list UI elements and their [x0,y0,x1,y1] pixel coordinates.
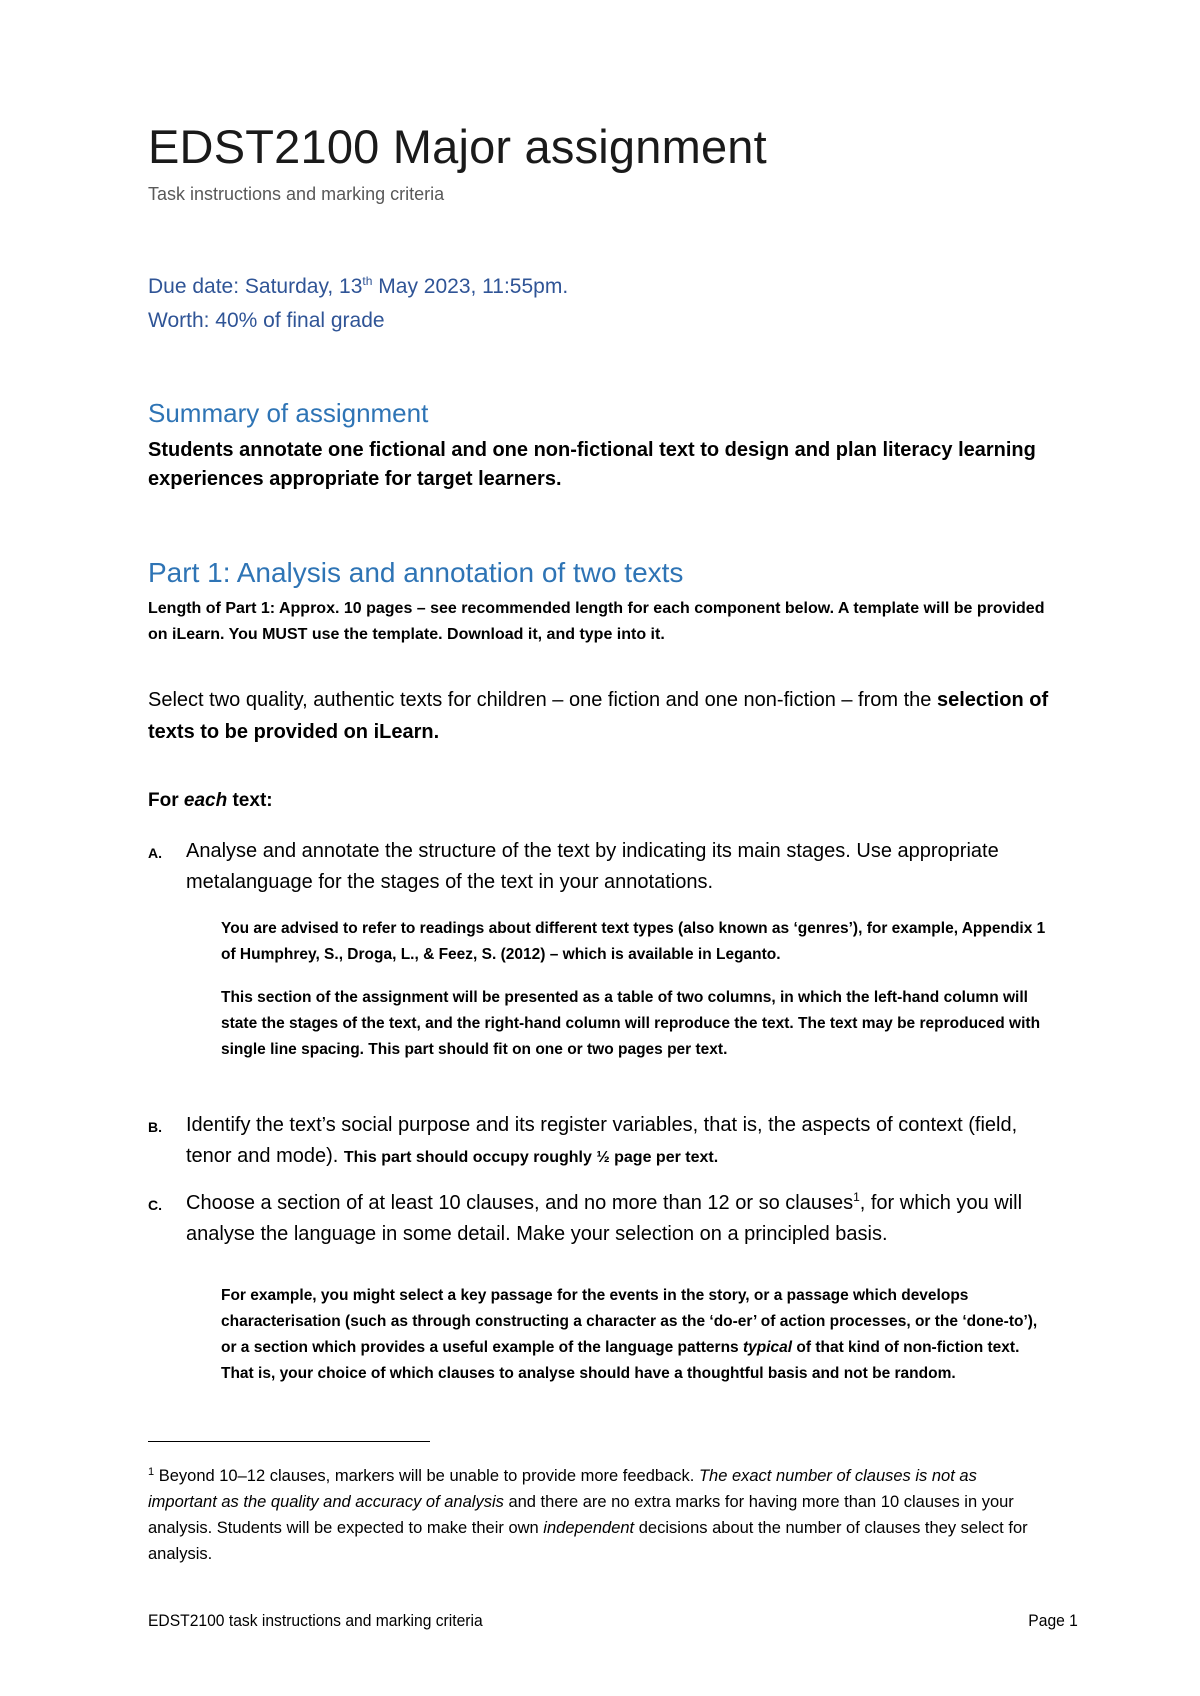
item-c-text [186,1188,1046,1250]
select-texts-instruction [148,684,1068,748]
footnote-emphasis-2: independent [543,1519,635,1537]
due-date-ordinal: th [362,274,373,288]
worth-line: Worth: 40% of final grade [148,309,385,332]
due-date [148,272,568,302]
item-b-main: Identify the text’s social purpose and its register variables, that is, the aspects of context (field, tenor and mode). [186,1114,1018,1167]
part1-heading: Part 1: Analysis and annotation of two texts [148,557,684,588]
item-c-pre: Choose a section of at least 10 clauses, and no more than 12 or so clauses [186,1192,854,1214]
document-subtitle: Task instructions and marking criteria [148,184,445,204]
item-c-note-pre: For example, you might select a key passage for the events in the story, or a passage which develops characterisation (such as through constructing a character as the ‘do-er’ of action processes, or the ‘done-to’), or a section which provides a useful example of the language patterns [221,1287,1038,1356]
summary-heading: Summary of assignment [148,398,429,428]
item-a-text: Analyse and annotate the structure of the text by indicating its main stages. Use appropriate metalanguage for the stages of the text in your annotations. [186,840,999,893]
footnote-separator [148,1441,430,1442]
item-b-text [186,1110,1046,1173]
select-texts-bold: selection of texts to be provided on iLearn. [148,689,1049,743]
for-each-emphasis: each [183,790,228,811]
item-c-note-example [221,1283,1051,1387]
footnote-pre: Beyond 10–12 clauses, markers will be unable to provide more feedback. [154,1467,699,1485]
summary-body: Students annotate one fictional and one non-fictional text to design and plan literacy learning experiences appropriate for target learners. [148,439,1036,490]
footnote-ref-1[interactable]: 1 [853,1190,860,1204]
footer-page-number: Page 1 [1028,1611,1078,1630]
item-b-length-note: This part should occupy roughly ½ page per text. [343,1149,719,1166]
due-date-suffix: May 2023, 11:55pm. [372,275,569,298]
item-c-note-post: of that kind of non-fiction text. That is, your choice of which clauses to analyse should have a thoughtful basis and not be random. [221,1339,1020,1382]
footnote-marker: 1 [148,1466,155,1478]
footer-document-name: EDST2100 task instructions and marking criteria [148,1611,483,1630]
footnote-emphasis: The exact number of clauses is not as important as the quality and accuracy of analysis [148,1467,977,1511]
item-c-note-emphasis: typical [742,1339,793,1356]
for-each-pre: For [148,790,184,811]
footnote-mid: and there are no extra marks for having more than 10 clauses in your analysis. Students will be expected to make their own [148,1493,1014,1537]
item-c-letter: C. [148,1197,162,1213]
item-a-note-table: This section of the assignment will be presented as a table of two columns, in which the left-hand column will state the stages of the text, and the right-hand column will reproduce the text. The text may be reproduced with single line spacing. This part should fit on one or two pages per text. [221,989,1041,1058]
item-c-post: , for which you will analyse the language in some detail. Make your selection on a principled basis. [186,1192,1023,1245]
footnote-1 [148,1463,1048,1567]
for-each-post: text: [227,790,273,811]
item-a-note-readings: You are advised to refer to readings about different text types (also known as ‘genres’), for example, Appendix 1 of Humphrey, S., Droga, L., & Feez, S. (2012) – which is available in Leganto. [221,920,1046,963]
item-a-letter: A. [148,845,162,861]
part1-length-note: Length of Part 1: Approx. 10 pages – see recommended length for each component below. A template will be provided on iLearn. You MUST use the template. Download it, and type into it. [148,600,1045,643]
footnote-post: decisions about the number of clauses they select for analysis. [148,1519,1028,1563]
for-each-text-heading [148,787,273,815]
select-texts-plain: Select two quality, authentic texts for children – one fiction and one non-fiction – from the [148,689,937,711]
due-date-prefix: Due date: Saturday, 13 [148,275,363,298]
item-b-letter: B. [148,1119,162,1135]
document-title: EDST2100 Major assignment [148,120,767,173]
